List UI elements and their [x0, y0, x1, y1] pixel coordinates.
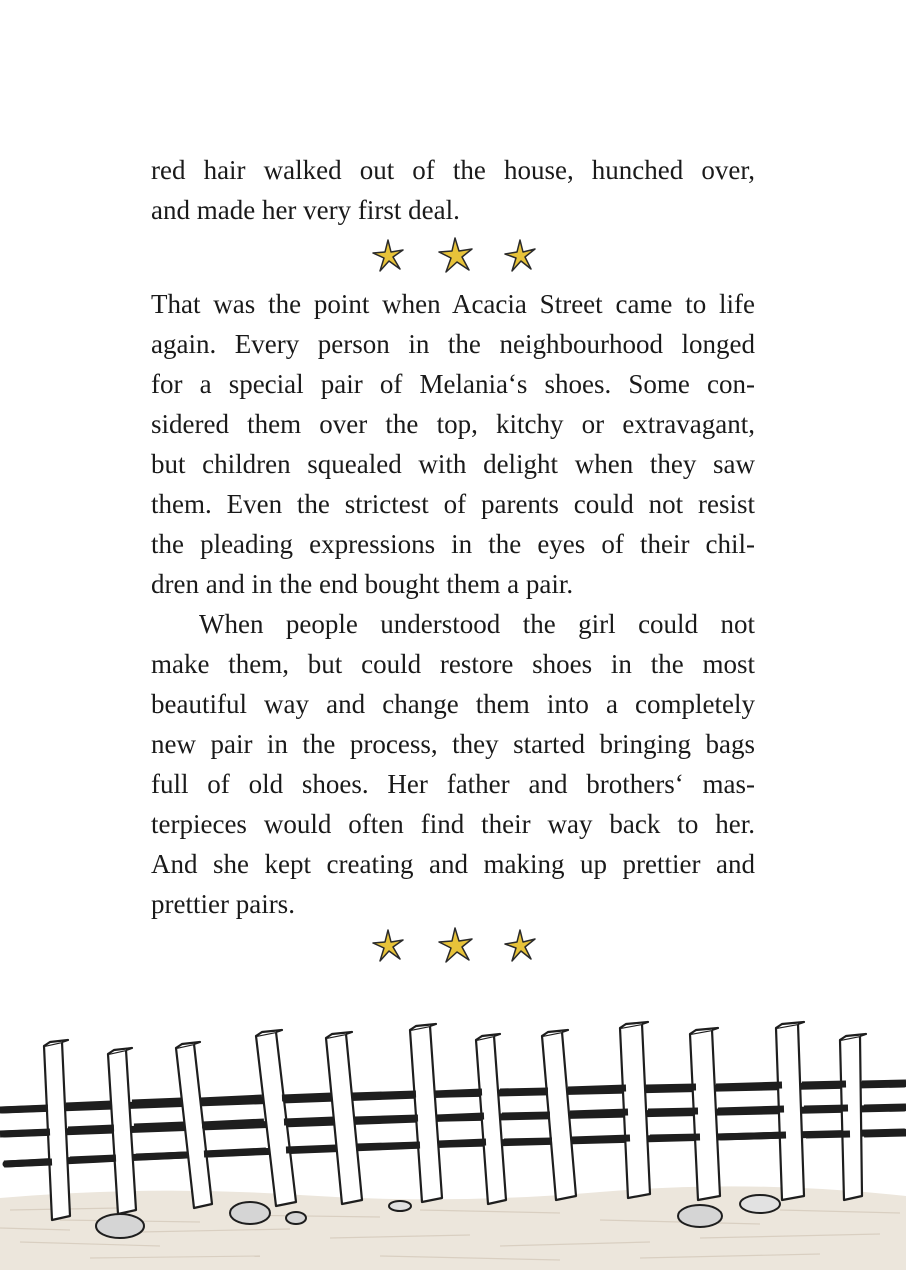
text-line: make them, but could restore shoes in the most — [151, 649, 755, 679]
text-line: full of old shoes. Her father and brothers‘ mas- — [151, 769, 755, 799]
text-line: and made her very first deal. — [151, 195, 460, 225]
text-line: beautiful way and change them into a completely — [151, 689, 755, 719]
text-line: When people understood the girl could not — [199, 609, 755, 639]
fence-rails-front — [0, 1083, 906, 1164]
text-line: but children squealed with delight when they saw — [151, 449, 755, 479]
text-line: dren and in the end bought them a pair. — [151, 569, 574, 599]
text-line: the pleading expressions in the eyes of their chil- — [151, 529, 755, 559]
text-line: And she kept creating and making up prettier and — [151, 849, 755, 879]
picket-fence-illustration — [0, 1010, 906, 1270]
three-stars-icon — [370, 236, 540, 276]
text-line: That was the point when Acacia Street came to life — [151, 289, 755, 319]
text-line: red hair walked out of the house, hunched over, — [151, 155, 755, 185]
text-line: them. Even the strictest of parents could not resist — [151, 489, 755, 519]
three-stars-icon — [370, 926, 540, 966]
text-line: sidered them over the top, kitchy or extravagant, — [151, 409, 755, 439]
paragraph-3 — [151, 604, 755, 924]
text-line: again. Every person in the neighbourhood longed — [151, 329, 755, 359]
text-line: terpieces would often find their way back to her. — [151, 809, 755, 839]
text-line: new pair in the process, they started bringing bags — [151, 729, 755, 759]
text-line: prettier pairs. — [151, 889, 295, 919]
paragraph-1 — [151, 150, 755, 230]
paragraph-2 — [151, 284, 755, 604]
text-line: for a special pair of Melania‘s shoes. Some con- — [151, 369, 755, 399]
